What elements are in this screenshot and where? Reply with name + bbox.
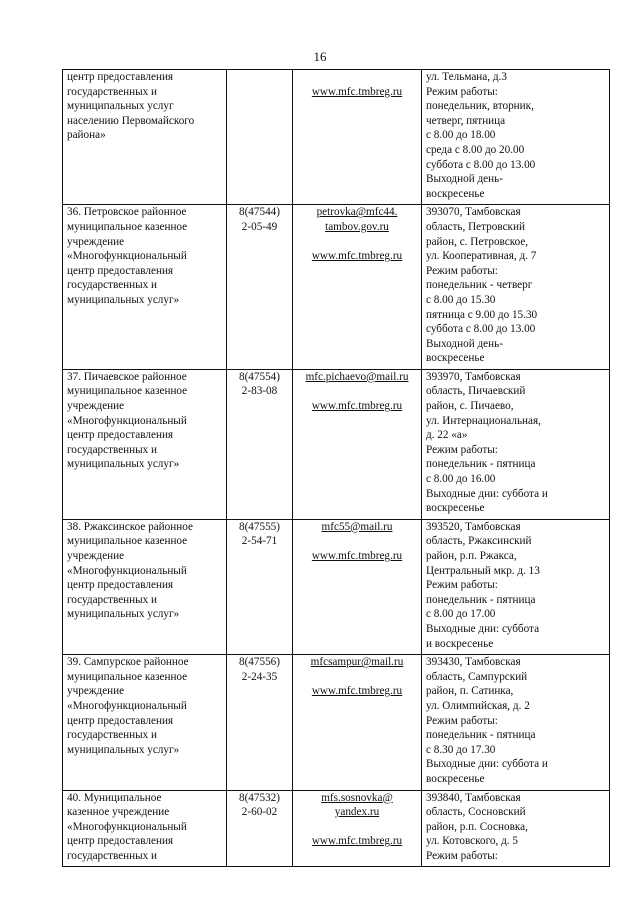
contact-cell: [293, 655, 422, 790]
phone-cell: 8(47554) 2-83-08: [227, 369, 293, 519]
website-link[interactable]: www.mfc.tmbreg.ru: [311, 250, 403, 263]
table-row: [63, 519, 610, 654]
table-row: [63, 655, 610, 790]
email-link[interactable]: mfcsampur@mail.ru: [310, 656, 404, 669]
institution-name-cell: центр предоставления государственных и муниципальных услуг населению Первомайского района»: [63, 70, 227, 205]
address-cell: 393970, Тамбовская область, Пичаевский район, с. Пичаево, ул. Интернациональная, д. 22 «а» Режим работы: понедельник - пятница с 8.00 до 16.00 Выходные дни: суббота и воскресенье: [422, 369, 610, 519]
table-row: [63, 369, 610, 519]
email-link[interactable]: mfc.pichaevo@mail.ru: [305, 370, 409, 383]
website-link[interactable]: www.mfc.tmbreg.ru: [311, 835, 403, 848]
contact-cell: [293, 205, 422, 370]
institution-name-cell: 40. Муниципальное казенное учреждение «Многофункциональный центр предоставления государственных и: [63, 790, 227, 867]
institution-name-cell: 39. Сампурское районное муниципальное казенное учреждение «Многофункциональный центр предоставления государственных и муниципальных услуг»: [63, 655, 227, 790]
institution-name-cell: 36. Петровское районное муниципальное казенное учреждение «Многофункциональный центр предоставления государственных и муниципальных услуг»: [63, 205, 227, 370]
phone-cell: 8(47555) 2-54-71: [227, 519, 293, 654]
email-link[interactable]: petrovka@mfc44.: [316, 206, 398, 219]
contact-cell: [293, 790, 422, 867]
website-link[interactable]: www.mfc.tmbreg.ru: [311, 685, 403, 698]
phone-cell: 8(47532) 2-60-02: [227, 790, 293, 867]
address-cell: ул. Тельмана, д.3 Режим работы: понедельник, вторник, четверг, пятница с 8.00 до 18.00 среда с 8.00 до 20.00 суббота с 8.00 до 13.00 Выходной день- воскресенье: [422, 70, 610, 205]
email-link[interactable]: mfc55@mail.ru: [321, 520, 393, 533]
institution-name-cell: 38. Ржаксинское районное муниципальное казенное учреждение «Многофункциональный центр предоставления государственных и муниципальных услуг»: [63, 519, 227, 654]
address-cell: 393840, Тамбовская область, Сосновский район, р.п. Сосновка, ул. Котовского, д. 5 Режим работы:: [422, 790, 610, 867]
address-cell: 393070, Тамбовская область, Петровский район, с. Петровское, ул. Кооперативная, д. 7 Режим работы: понедельник - четверг с 8.00 до 15.30 пятница с 9.00 до 15.30 суббота с 8.00 до 13.00 Выходной день- воскресенье: [422, 205, 610, 370]
page-number: 16: [313, 49, 327, 64]
mfc-directory-table: [62, 69, 610, 867]
table-row: [63, 70, 610, 205]
phone-cell: [227, 70, 293, 205]
phone-cell: 8(47544) 2-05-49: [227, 205, 293, 370]
website-link[interactable]: www.mfc.tmbreg.ru: [311, 85, 403, 98]
table-row: [63, 790, 610, 867]
table-row: [63, 205, 610, 370]
contact-cell: [293, 70, 422, 205]
website-link[interactable]: www.mfc.tmbreg.ru: [311, 550, 403, 562]
institution-name-cell: 37. Пичаевское районное муниципальное казенное учреждение «Многофункциональный центр предоставления государственных и муниципальных услуг»: [63, 369, 227, 519]
contact-cell: [293, 369, 422, 519]
address-cell: 393520, Тамбовская область, Ржаксинский район, р.п. Ржакса, Центральный мкр. д. 13 Режим работы: понедельник - пятница с 8.00 до 17.00 Выходные дни: суббота и воскресенье: [422, 519, 610, 654]
phone-cell: 8(47556) 2-24-35: [227, 655, 293, 790]
email-link[interactable]: tambov.gov.ru: [325, 220, 389, 233]
email-link[interactable]: mfs.sosnovka@: [321, 791, 393, 804]
email-link[interactable]: yandex.ru: [334, 806, 380, 819]
contact-cell: [293, 519, 422, 654]
address-cell: 393430, Тамбовская область, Сампурский район, п. Сатинка, ул. Олимпийская, д. 2 Режим работы: понедельник - пятница с 8.30 до 17.30 Выходные дни: суббота и воскресенье: [422, 655, 610, 790]
website-link[interactable]: www.mfc.tmbreg.ru: [311, 400, 403, 413]
